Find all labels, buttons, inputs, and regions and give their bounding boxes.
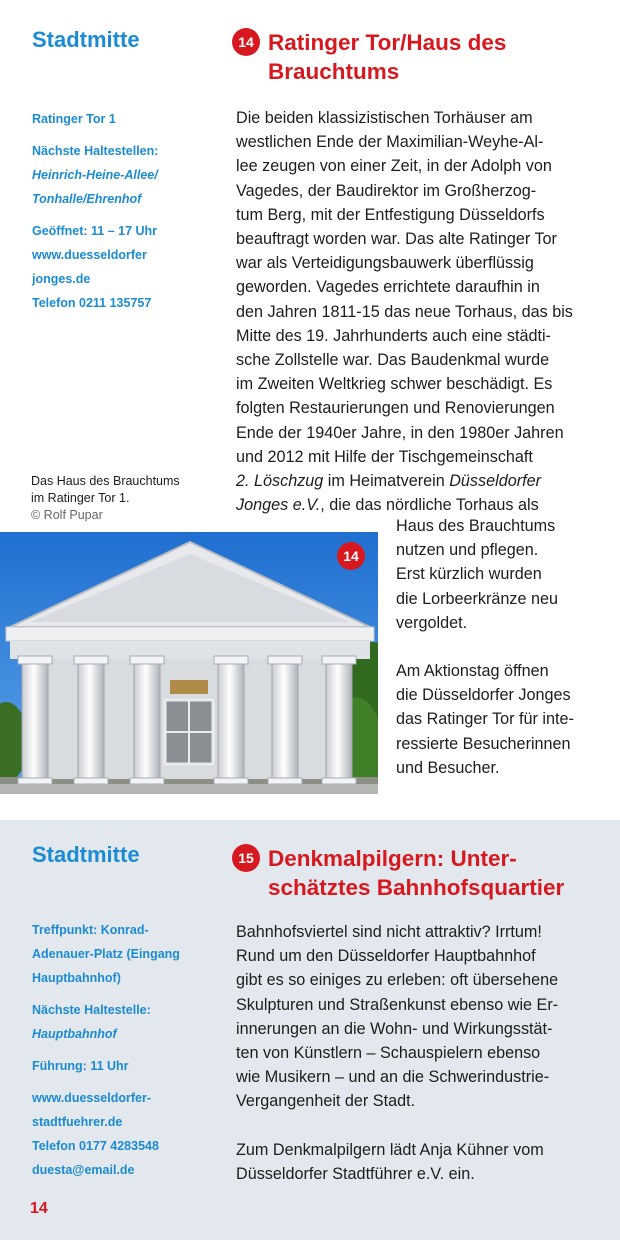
page-number: 14 [30, 1200, 48, 1217]
stops-line-2: Tonhalle/Ehrenhof [32, 192, 142, 206]
entry-title-line-2: schätztes Bahnhofsquartier [268, 875, 565, 900]
entry-14-body [236, 106, 606, 517]
address: Ratinger Tor 1 [32, 112, 116, 126]
body-line: beauftragt worden war. Das alte Ratinger Tor [236, 230, 557, 249]
body-line: Mitte des 19. Jahrhunderts auch eine städti- [236, 326, 551, 345]
side-line: Erst kürzlich wurden [396, 565, 542, 584]
body-line: folgten Restaurierungen und Renovierungen [236, 399, 555, 418]
body-line: innerungen an die Wohn- und Wirkungsstät- [236, 1019, 553, 1038]
body-line-mixed: Jonges e.V., die das nördliche Torhaus als [236, 496, 539, 515]
body-line: westlichen Ende der Maximilian-Weyhe-Al- [236, 133, 544, 152]
temple-portico-photo [0, 532, 378, 794]
entry-15-body [236, 920, 606, 1186]
body-line: wie Musikern – und an die Schwerindustrie- [236, 1068, 550, 1087]
body-line: sche Zollstelle war. Das Baudenkmal wurde [236, 351, 550, 370]
body-line: gibt es so einiges zu erleben: oft übersehene [236, 971, 559, 990]
phone: Telefon 0211 135757 [32, 296, 152, 310]
website-line-1[interactable]: www.duesseldorfer- [32, 1091, 152, 1105]
meeting-line-1: Treffpunkt: Konrad- [32, 923, 149, 937]
side-line: vergoldet. [396, 613, 468, 632]
side-line: Haus des Brauchtums [396, 517, 556, 535]
body-line: Bahnhofsviertel sind nicht attraktiv? Irrtum! [236, 923, 542, 941]
entry-15 [0, 820, 620, 1240]
body-line: Die beiden klassizistischen Torhäuser am [236, 109, 533, 127]
website-line-2[interactable]: jonges.de [32, 272, 91, 286]
stop-label: Nächste Haltestelle: [32, 1003, 151, 1017]
entry-number-badge: 14 [232, 28, 260, 56]
body-line: Düsseldorfer Stadtführer e.V. ein. [236, 1164, 475, 1183]
email[interactable]: duesta@email.de [32, 1163, 135, 1177]
entry-14-side-text [396, 514, 606, 780]
website-line-1[interactable]: www.duesseldorfer [32, 248, 147, 262]
stops-line-1: Heinrich-Heine-Allee/ [32, 168, 158, 182]
body-line: war als Verteidigungsbauwerk überflüssig [236, 254, 534, 273]
entry-14-info [32, 107, 222, 315]
entry-title-line-1: Ratinger Tor/Haus des [268, 30, 507, 55]
body-line: Zum Denkmalpilgern lädt Anja Kühner vom [236, 1140, 544, 1159]
website-line-2[interactable]: stadtfuehrer.de [32, 1115, 123, 1129]
body-line-mixed: 2. Löschzug im Heimatverein Düsseldorfer [236, 472, 542, 491]
photo-illustration [0, 532, 378, 794]
side-line: das Ratinger Tor für inte- [396, 710, 574, 729]
side-line: und Besucher. [396, 758, 500, 777]
body-line: Ende der 1940er Jahre, in den 1980er Jahren [236, 423, 564, 442]
body-line: Vergangenheit der Stadt. [236, 1092, 416, 1111]
body-line: ten von Künstlern – Schauspielern ebenso [236, 1044, 541, 1063]
opening-hours: Geöffnet: 11 – 17 Uhr [32, 224, 158, 238]
body-line: im Zweiten Weltkrieg schwer beschädigt. Es [236, 375, 553, 394]
entry-15-info [32, 918, 222, 1182]
body-line: geworden. Vagedes errichtete daraufhin in [236, 278, 540, 297]
body-line: und 2012 mit Hilfe der Tischgemeinschaft [236, 447, 533, 466]
meeting-line-2: Adenauer-Platz (Eingang [32, 947, 180, 961]
body-line: Vagedes, der Baudirektor im Großherzog- [236, 181, 537, 200]
entry-title-line-2: Brauchtums [268, 59, 400, 84]
district-heading: Stadtmitte [32, 27, 140, 52]
entry-title [268, 844, 608, 902]
stops-label: Nächste Haltestellen: [32, 144, 159, 158]
meeting-line-3: Hauptbahnhof) [32, 971, 121, 985]
photo-caption: Das Haus des Brauchtums im Ratinger Tor 1. © Rolf Pupar [31, 473, 221, 524]
entry-number-badge: 15 [232, 844, 260, 872]
photo-number-badge: 14 [337, 542, 365, 570]
photo-credit: © Rolf Pupar [31, 508, 103, 522]
body-line: Rund um den Düsseldorfer Hauptbahnhof [236, 947, 536, 966]
side-line: die Lorbeerkränze neu [396, 589, 558, 608]
body-line: den Jahren 1811-15 das neue Torhaus, das bis [236, 302, 573, 321]
side-line: Am Aktionstag öffnen [396, 662, 549, 681]
body-line: Skulpturen und Straßenkunst ebenso wie Er- [236, 995, 559, 1014]
phone: Telefon 0177 4283548 [32, 1139, 159, 1153]
entry-title [268, 28, 608, 86]
side-line: die Düsseldorfer Jonges [396, 686, 571, 705]
body-line: lee zeugen von einer Zeit, in der Adolph von [236, 157, 552, 176]
stop-value: Hauptbahnhof [32, 1027, 117, 1041]
side-line: nutzen und pflegen. [396, 541, 539, 560]
district-heading: Stadtmitte [32, 842, 140, 867]
tour-time: Führung: 11 Uhr [32, 1059, 129, 1073]
entry-title-line-1: Denkmalpilgern: Unter- [268, 846, 517, 871]
body-line: tum Berg, mit der Entfestigung Düsseldorfs [236, 205, 545, 224]
side-line: ressierte Besucherinnen [396, 734, 571, 753]
